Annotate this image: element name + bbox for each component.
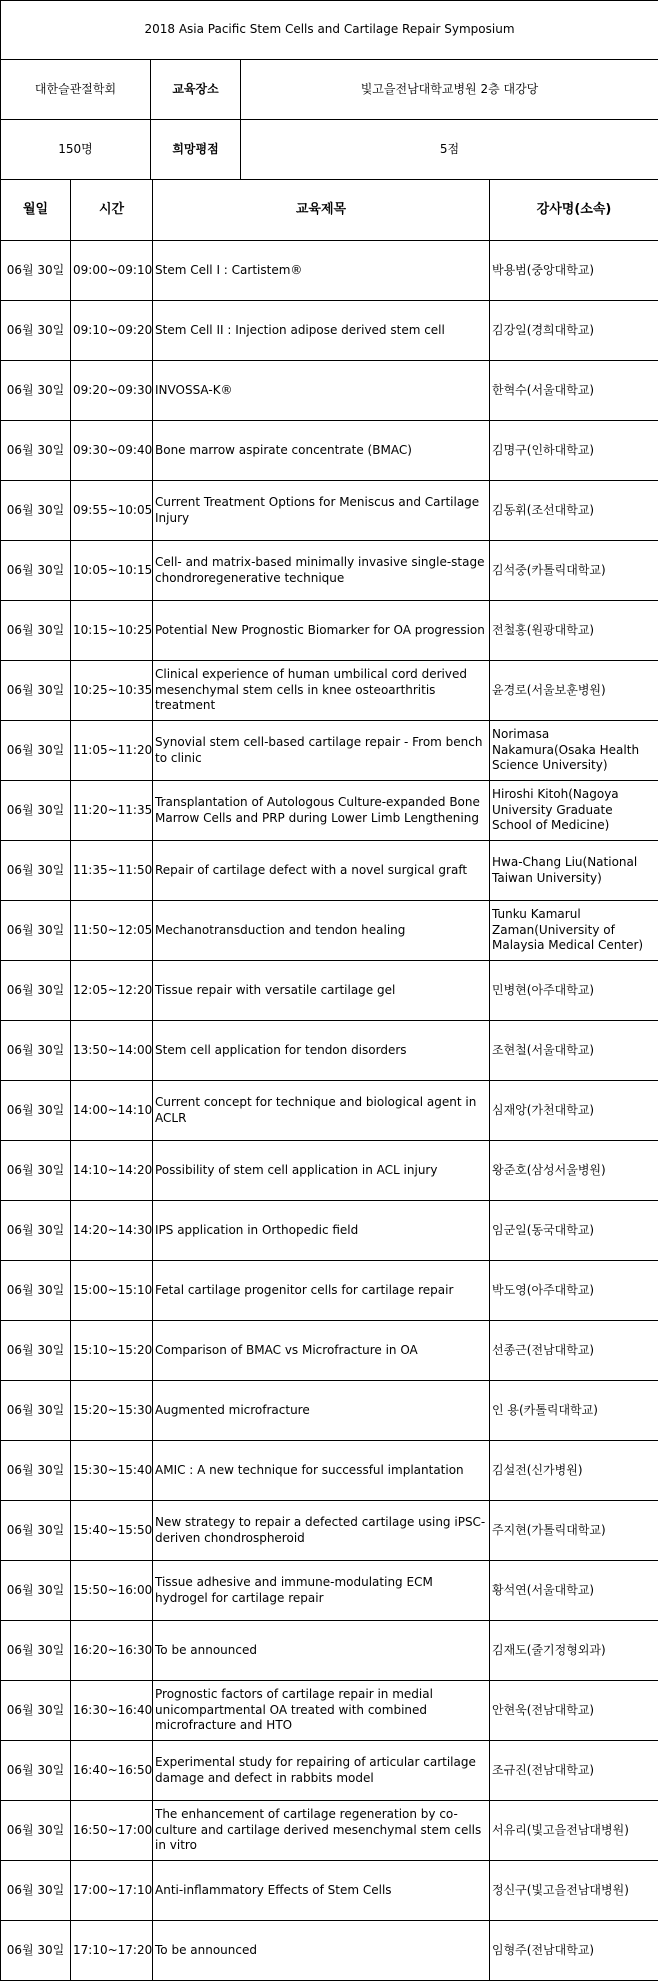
session-speaker: 인 용(카톨릭대학교) xyxy=(490,1381,658,1441)
session-speaker: Hwa-Chang Liu(National Taiwan University) xyxy=(490,841,658,901)
session-topic: Current concept for technique and biological agent in ACLR xyxy=(153,1081,490,1141)
table-row xyxy=(1,1801,658,1861)
session-speaker: 왕준호(삼성서울병원) xyxy=(490,1141,658,1201)
session-date: 06월 30일 xyxy=(1,1441,71,1501)
session-time: 14:20~14:30 xyxy=(71,1201,153,1261)
column-header-topic: 교육제목 xyxy=(153,180,490,241)
session-speaker: 김동휘(조선대학교) xyxy=(490,481,658,541)
session-topic: The enhancement of cartilage regeneration by co-culture and cartilage derived mesenchymal stem cells in vitro xyxy=(153,1801,490,1861)
session-topic: Cell- and matrix-based minimally invasive single-stage chondroregenerative technique xyxy=(153,541,490,601)
session-time: 09:10~09:20 xyxy=(71,301,153,361)
session-date: 06월 30일 xyxy=(1,721,71,781)
session-date: 06월 30일 xyxy=(1,1501,71,1561)
session-speaker: Norimasa Nakamura(Osaka Health Science University) xyxy=(490,721,658,781)
table-row xyxy=(1,1021,658,1081)
organizer: 대한슬관절학회 xyxy=(1,60,151,120)
session-date: 06월 30일 xyxy=(1,961,71,1021)
session-speaker: 조규진(전남대학교) xyxy=(490,1741,658,1801)
session-topic: Current Treatment Options for Meniscus and Cartilage Injury xyxy=(153,481,490,541)
session-topic: Augmented microfracture xyxy=(153,1381,490,1441)
session-speaker: 김석중(카톨릭대학교) xyxy=(490,541,658,601)
table-row xyxy=(1,1261,658,1321)
table-row xyxy=(1,841,658,901)
session-topic: Potential New Prognostic Biomarker for OA progression xyxy=(153,601,490,661)
session-speaker: 임형주(전남대학교) xyxy=(490,1921,658,1981)
session-time: 11:20~11:35 xyxy=(71,781,153,841)
session-topic: Stem cell application for tendon disorders xyxy=(153,1021,490,1081)
session-topic: Experimental study for repairing of articular cartilage damage and defect in rabbits model xyxy=(153,1741,490,1801)
table-row xyxy=(1,1081,658,1141)
session-speaker: 선종근(전남대학교) xyxy=(490,1321,658,1381)
session-time: 17:00~17:10 xyxy=(71,1861,153,1921)
session-date: 06월 30일 xyxy=(1,301,71,361)
table-row xyxy=(1,541,658,601)
session-topic: Stem Cell II : Injection adipose derived stem cell xyxy=(153,301,490,361)
session-speaker: 안현욱(전남대학교) xyxy=(490,1681,658,1741)
points-label: 희망평점 xyxy=(151,120,241,180)
table-row xyxy=(1,421,658,481)
table-row xyxy=(1,781,658,841)
session-time: 10:25~10:35 xyxy=(71,661,153,721)
session-date: 06월 30일 xyxy=(1,601,71,661)
session-speaker: 서유리(빛고을전남대병원) xyxy=(490,1801,658,1861)
session-date: 06월 30일 xyxy=(1,1141,71,1201)
session-speaker: 김설전(신가병원) xyxy=(490,1441,658,1501)
session-date: 06월 30일 xyxy=(1,1561,71,1621)
session-time: 16:40~16:50 xyxy=(71,1741,153,1801)
session-time: 15:50~16:00 xyxy=(71,1561,153,1621)
session-date: 06월 30일 xyxy=(1,1201,71,1261)
session-date: 06월 30일 xyxy=(1,901,71,961)
session-time: 09:30~09:40 xyxy=(71,421,153,481)
session-date: 06월 30일 xyxy=(1,1321,71,1381)
session-date: 06월 30일 xyxy=(1,1021,71,1081)
session-topic: Prognostic factors of cartilage repair in medial unicompartmental OA treated with combined microfracture and HTO xyxy=(153,1681,490,1741)
session-speaker: 김재도(줄기정형외과) xyxy=(490,1621,658,1681)
session-topic: To be announced xyxy=(153,1621,490,1681)
session-speaker: 박도영(아주대학교) xyxy=(490,1261,658,1321)
session-date: 06월 30일 xyxy=(1,361,71,421)
session-speaker: 정신구(빛고을전남대병원) xyxy=(490,1861,658,1921)
session-topic: Tissue repair with versatile cartilage gel xyxy=(153,961,490,1021)
session-speaker: 조현철(서울대학교) xyxy=(490,1021,658,1081)
session-time: 09:55~10:05 xyxy=(71,481,153,541)
session-speaker: 전철홍(원광대학교) xyxy=(490,601,658,661)
session-topic: Clinical experience of human umbilical cord derived mesenchymal stem cells in knee osteoarthritis treatment xyxy=(153,661,490,721)
table-row xyxy=(1,961,658,1021)
session-time: 11:50~12:05 xyxy=(71,901,153,961)
session-time: 11:05~11:20 xyxy=(71,721,153,781)
table-row xyxy=(1,481,658,541)
table-row xyxy=(1,1201,658,1261)
session-time: 11:35~11:50 xyxy=(71,841,153,901)
session-date: 06월 30일 xyxy=(1,1261,71,1321)
session-date: 06월 30일 xyxy=(1,1681,71,1741)
session-time: 10:05~10:15 xyxy=(71,541,153,601)
column-header-date: 월일 xyxy=(1,180,71,241)
session-speaker: Hiroshi Kitoh(Nagoya University Graduate School of Medicine) xyxy=(490,781,658,841)
table-row xyxy=(1,1681,658,1741)
session-time: 15:40~15:50 xyxy=(71,1501,153,1561)
column-header-speaker: 강사명(소속) xyxy=(490,180,658,241)
session-topic: Bone marrow aspirate concentrate (BMAC) xyxy=(153,421,490,481)
session-date: 06월 30일 xyxy=(1,241,71,301)
session-date: 06월 30일 xyxy=(1,781,71,841)
session-date: 06월 30일 xyxy=(1,1921,71,1981)
session-speaker: 심재앙(가천대학교) xyxy=(490,1081,658,1141)
session-topic: INVOSSA-K® xyxy=(153,361,490,421)
session-time: 15:10~15:20 xyxy=(71,1321,153,1381)
session-date: 06월 30일 xyxy=(1,421,71,481)
table-row xyxy=(1,601,658,661)
table-row xyxy=(1,661,658,721)
session-date: 06월 30일 xyxy=(1,661,71,721)
session-time: 14:10~14:20 xyxy=(71,1141,153,1201)
session-time: 15:00~15:10 xyxy=(71,1261,153,1321)
session-date: 06월 30일 xyxy=(1,1621,71,1681)
session-speaker: 민병현(아주대학교) xyxy=(490,961,658,1021)
session-speaker: 김명구(인하대학교) xyxy=(490,421,658,481)
session-rows xyxy=(1,241,658,1981)
session-topic: Repair of cartilage defect with a novel surgical graft xyxy=(153,841,490,901)
session-topic: Comparison of BMAC vs Microfracture in OA xyxy=(153,1321,490,1381)
table-row xyxy=(1,361,658,421)
info-table xyxy=(0,0,658,180)
session-date: 06월 30일 xyxy=(1,1081,71,1141)
table-row xyxy=(1,901,658,961)
session-speaker: 한혁수(서울대학교) xyxy=(490,361,658,421)
session-topic: Synovial stem cell-based cartilage repair - From bench to clinic xyxy=(153,721,490,781)
table-row xyxy=(1,1381,658,1441)
table-row xyxy=(1,1621,658,1681)
session-topic: Mechanotransduction and tendon healing xyxy=(153,901,490,961)
venue-label: 교육장소 xyxy=(151,60,241,120)
session-topic: New strategy to repair a defected cartilage using iPSC-deriven chondrospheroid xyxy=(153,1501,490,1561)
session-speaker: 황석연(서울대학교) xyxy=(490,1561,658,1621)
session-time: 15:20~15:30 xyxy=(71,1381,153,1441)
column-header-time: 시간 xyxy=(71,180,153,241)
schedule-table xyxy=(0,179,658,1981)
session-speaker: 임군일(동국대학교) xyxy=(490,1201,658,1261)
session-time: 16:50~17:00 xyxy=(71,1801,153,1861)
session-topic: Possibility of stem cell application in ACL injury xyxy=(153,1141,490,1201)
session-time: 12:05~12:20 xyxy=(71,961,153,1021)
table-header-row xyxy=(1,180,658,241)
session-topic: Tissue adhesive and immune-modulating ECM hydrogel for cartilage repair xyxy=(153,1561,490,1621)
session-time: 16:20~16:30 xyxy=(71,1621,153,1681)
session-time: 14:00~14:10 xyxy=(71,1081,153,1141)
venue-value: 빛고을전남대학교병원 2층 대강당 xyxy=(241,60,658,120)
session-speaker: 김강일(경희대학교) xyxy=(490,301,658,361)
session-time: 10:15~10:25 xyxy=(71,601,153,661)
table-row xyxy=(1,1861,658,1921)
session-date: 06월 30일 xyxy=(1,1801,71,1861)
session-topic: Fetal cartilage progenitor cells for cartilage repair xyxy=(153,1261,490,1321)
session-topic: IPS application in Orthopedic field xyxy=(153,1201,490,1261)
session-time: 09:00~09:10 xyxy=(71,241,153,301)
session-speaker: 주지현(가톨릭대학교) xyxy=(490,1501,658,1561)
table-row xyxy=(1,1501,658,1561)
session-date: 06월 30일 xyxy=(1,841,71,901)
symposium-title: 2018 Asia Pacific Stem Cells and Cartilage Repair Symposium xyxy=(1,1,658,60)
session-speaker: 윤경로(서울보훈병원) xyxy=(490,661,658,721)
table-row xyxy=(1,1741,658,1801)
table-row xyxy=(1,1441,658,1501)
table-row xyxy=(1,1561,658,1621)
session-speaker: Tunku Kamarul Zaman(University of Malaysia Medical Center) xyxy=(490,901,658,961)
table-row xyxy=(1,301,658,361)
session-time: 15:30~15:40 xyxy=(71,1441,153,1501)
table-row xyxy=(1,1921,658,1981)
points-value: 5점 xyxy=(241,120,658,180)
session-date: 06월 30일 xyxy=(1,541,71,601)
session-time: 09:20~09:30 xyxy=(71,361,153,421)
table-row xyxy=(1,241,658,301)
table-row xyxy=(1,1141,658,1201)
session-date: 06월 30일 xyxy=(1,1381,71,1441)
table-row xyxy=(1,721,658,781)
session-time: 16:30~16:40 xyxy=(71,1681,153,1741)
session-date: 06월 30일 xyxy=(1,1741,71,1801)
session-topic: To be announced xyxy=(153,1921,490,1981)
session-time: 17:10~17:20 xyxy=(71,1921,153,1981)
session-date: 06월 30일 xyxy=(1,481,71,541)
session-time: 13:50~14:00 xyxy=(71,1021,153,1081)
session-topic: AMIC : A new technique for successful implantation xyxy=(153,1441,490,1501)
session-topic: Anti-inflammatory Effects of Stem Cells xyxy=(153,1861,490,1921)
session-topic: Stem Cell I : Cartistem® xyxy=(153,241,490,301)
session-speaker: 박용범(중앙대학교) xyxy=(490,241,658,301)
capacity: 150명 xyxy=(1,120,151,180)
session-date: 06월 30일 xyxy=(1,1861,71,1921)
table-row xyxy=(1,1321,658,1381)
session-topic: Transplantation of Autologous Culture-expanded Bone Marrow Cells and PRP during Lower Limb Lengthening xyxy=(153,781,490,841)
